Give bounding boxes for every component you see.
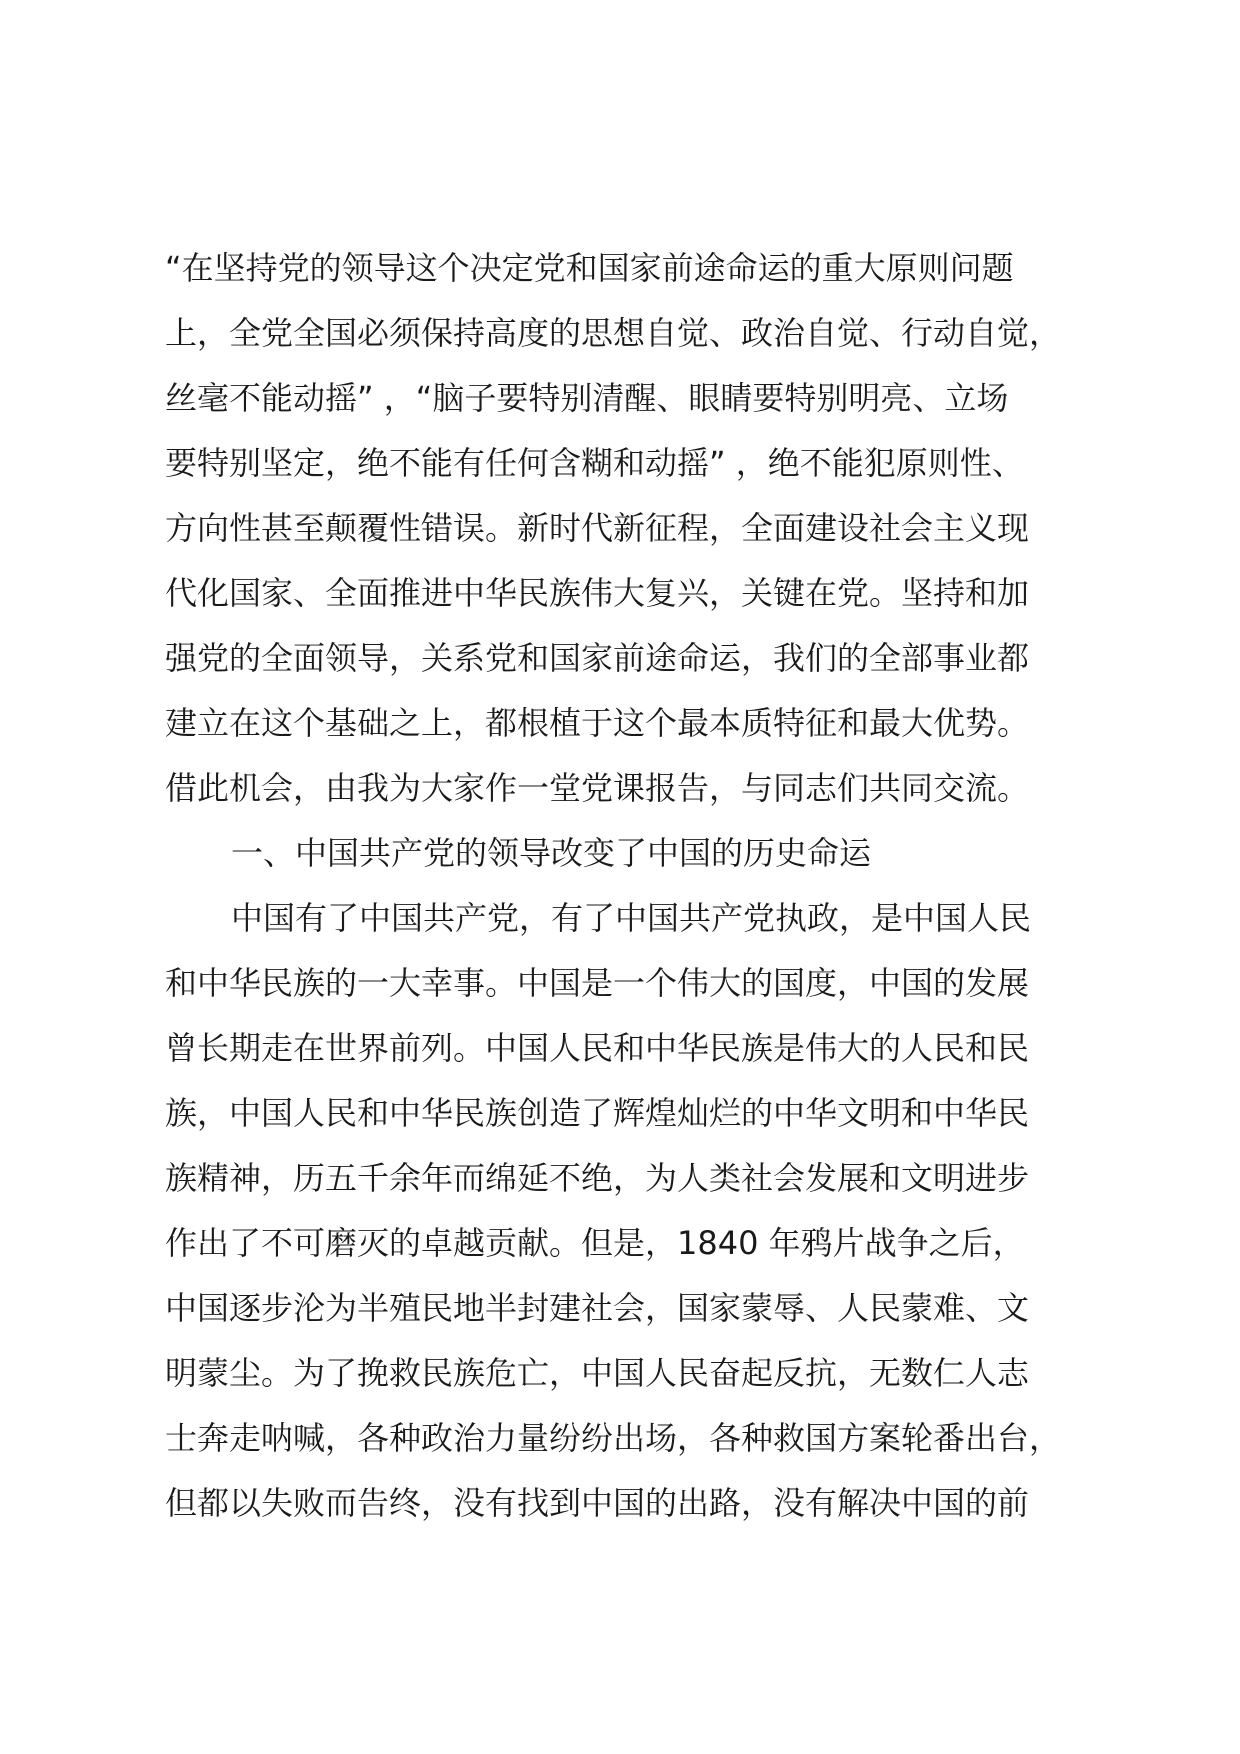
text-line: 作出了不可磨灭的卓越贡献。但是，1840 年鸦片战争之后， bbox=[165, 1224, 1025, 1262]
text-line: 中国逐步沦为半殖民地半封建社会，国家蒙辱、人民蒙难、文 bbox=[165, 1289, 1030, 1327]
text-line: 士奔走呐喊，各种政治力量纷纷出场，各种救国方案轮番出台， bbox=[165, 1419, 1062, 1457]
text-line: 曾长期走在世界前列。中国人民和中华民族是伟大的人民和民 bbox=[165, 1029, 1030, 1067]
text-line: 方向性甚至颠覆性错误。新时代新征程，全面建设社会主义现 bbox=[165, 509, 1030, 547]
text-line: “在坚持党的领导这个决定党和国家前途命运的重大原则问题 bbox=[165, 249, 1014, 287]
text-line: 明蒙尘。为了挽救民族危亡，中国人民奋起反抗，无数仁人志 bbox=[165, 1354, 1030, 1392]
text-line: 要特别坚定，绝不能有任何含糊和动摇” ，绝不能犯原则性、 bbox=[165, 444, 1024, 482]
text-line: 和中华民族的一大幸事。中国是一个伟大的国度，中国的发展 bbox=[165, 964, 1030, 1002]
text-line: 族，中国人民和中华民族创造了辉煌灿烂的中华文明和中华民 bbox=[165, 1094, 1030, 1132]
text-line: 丝毫不能动摇” ，“脑子要特别清醒、眼睛要特别明亮、立场 bbox=[165, 379, 1009, 417]
text-line: 上，全党全国必须保持高度的思想自觉、政治自觉、行动自觉， bbox=[165, 314, 1062, 352]
section-heading: 一、中国共产党的领导改变了中国的历史命运 bbox=[231, 834, 872, 872]
text-line: 建立在这个基础之上，都根植于这个最本质特征和最大优势。 bbox=[165, 704, 1030, 742]
text-line: 族精神，历五千余年而绵延不绝，为人类社会发展和文明进步 bbox=[165, 1159, 1030, 1197]
paragraph-start-line: 中国有了中国共产党，有了中国共产党执政，是中国人民 bbox=[231, 899, 1032, 937]
text-line: 但都以失败而告终，没有找到中国的出路，没有解决中国的前 bbox=[165, 1484, 1030, 1522]
text-line: 代化国家、全面推进中华民族伟大复兴，关键在党。坚持和加 bbox=[165, 574, 1030, 612]
body-text bbox=[165, 236, 1115, 1536]
text-line: 借此机会，由我为大家作一堂党课报告，与同志们共同交流。 bbox=[165, 769, 1030, 807]
text-line: 强党的全面领导，关系党和国家前途命运，我们的全部事业都 bbox=[165, 639, 1030, 677]
